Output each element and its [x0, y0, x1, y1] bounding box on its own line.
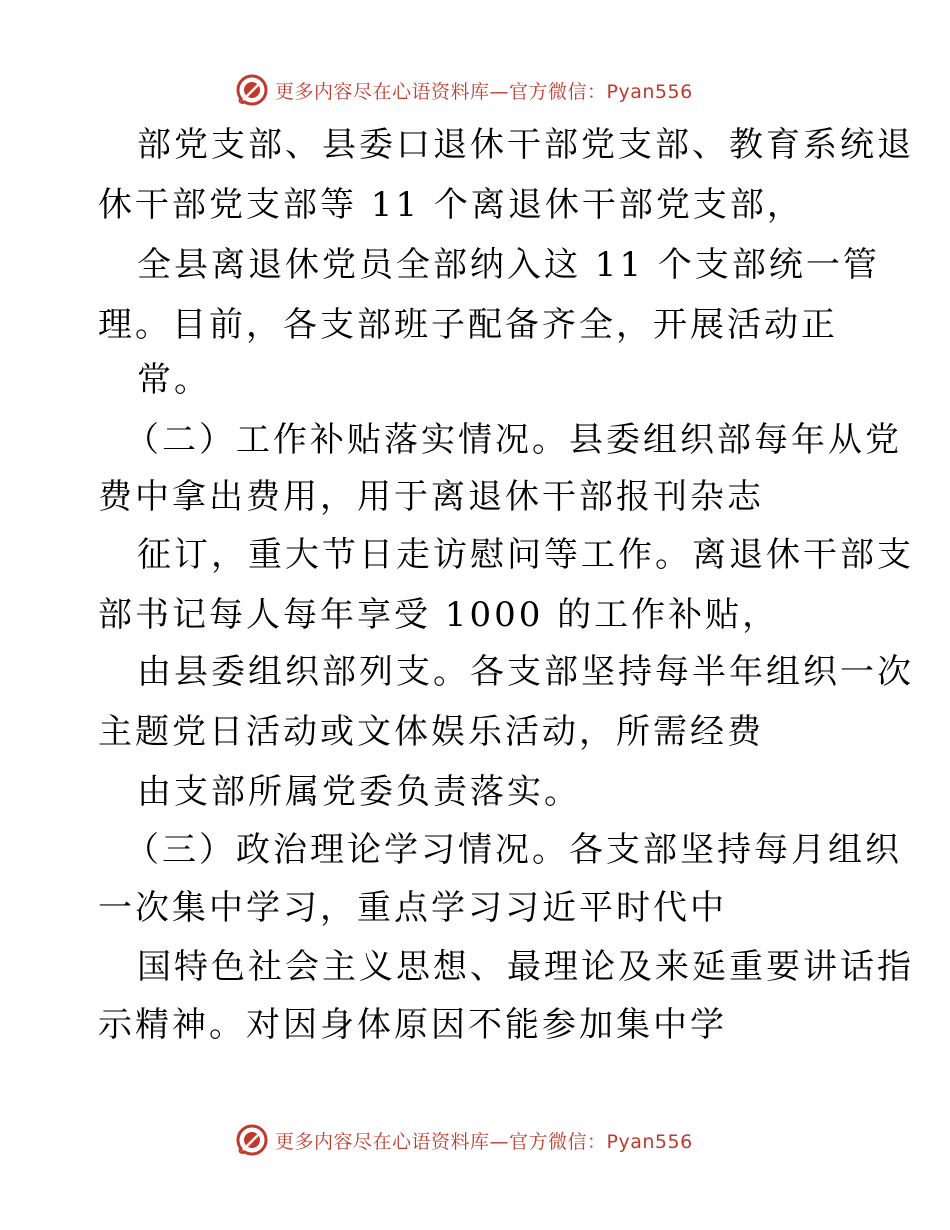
text-line: 休干部党支部等 11 个离退休干部党支部， — [98, 185, 804, 225]
seal-logo-icon — [235, 1123, 269, 1157]
text-line: 主题党日活动或文体娱乐活动，所需经费 — [98, 712, 764, 752]
watermark-text: 更多内容尽在心语资料库—官方微信：Pyan556 — [275, 1130, 693, 1153]
text-line: 国特色社会主义思想、最理论及来延重要讲话指 — [137, 947, 914, 987]
text-line: 常。 — [137, 360, 211, 400]
text-line: 征订，重大节日走访慰问等工作。离退休干部支 — [137, 535, 914, 575]
seal-logo-icon — [235, 73, 269, 107]
footer-watermark — [235, 1122, 693, 1158]
header-watermark — [235, 72, 693, 108]
text-line: （三）政治理论学习情况。各支部坚持每月组织 — [125, 830, 902, 870]
text-line: 部书记每人每年享受 1000 的工作补贴， — [98, 595, 780, 635]
text-line: 一次集中学习，重点学习习近平时代中 — [98, 888, 727, 928]
text-line: 由支部所属党委负责落实。 — [137, 772, 581, 812]
text-line: （二）工作补贴落实情况。县委组织部每年从党 — [125, 420, 902, 460]
text-line: 理。目前，各支部班子配备齐全，开展活动正 — [98, 305, 838, 345]
watermark-text: 更多内容尽在心语资料库—官方微信：Pyan556 — [275, 80, 693, 103]
text-line: 部党支部、县委口退休干部党支部、教育系统退 — [137, 125, 914, 165]
text-line: 示精神。对因身体原因不能参加集中学 — [98, 1005, 727, 1045]
text-line: 由县委组织部列支。各支部坚持每半年组织一次 — [137, 652, 914, 692]
text-line: 费中拿出费用，用于离退休干部报刊杂志 — [98, 477, 764, 517]
text-line: 全县离退休党员全部纳入这 11 个支部统一管 — [137, 245, 880, 285]
